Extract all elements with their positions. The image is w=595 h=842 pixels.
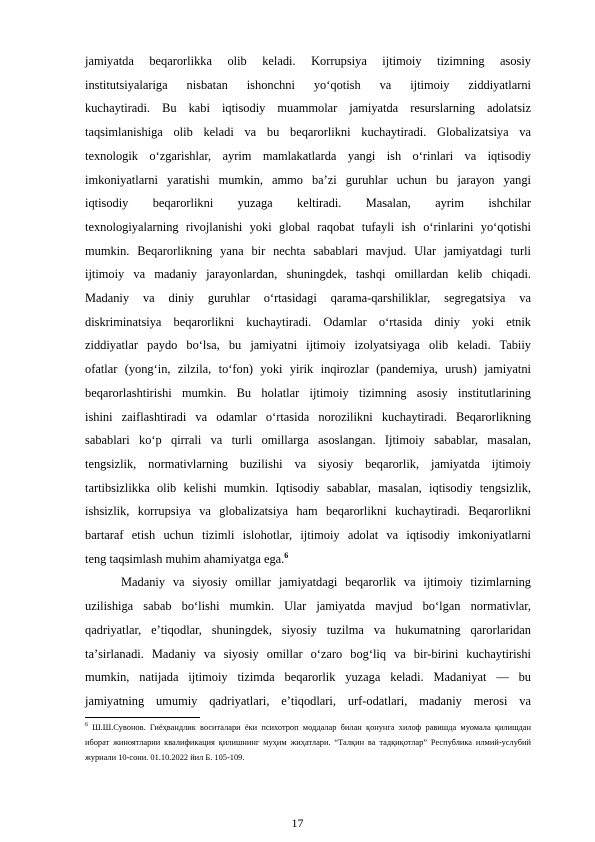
- paragraph-2: [85, 571, 531, 713]
- text-line: jamiyatda beqarorlikka olib keladi. Korrupsiya ijtimoiy tizimning asosiy: [85, 54, 531, 68]
- text-line: beqarorlashtirishi mumkin. Bu holatlar ijtimoiy tizimning asosiy institutlarining: [85, 385, 531, 400]
- text-line: mumkin. Beqarorlikning yana bir nechta sabablari mavjud. Ular jamiyatdagi turli: [85, 243, 531, 258]
- text-line: taqsimlanishiga olib keladi va bu beqarorlikni kuchaytiradi. Globalizatsiya va: [85, 125, 531, 140]
- paragraph-1: [85, 50, 531, 571]
- text-line: bartaraf etish uchun tizimli islohotlar, ijtimoiy adolat va iqtisodiy imkoniyatlarni: [85, 528, 531, 543]
- text-line: ishini zaiflashtiradi va odamlar oʻrtasida norozilikni kuchaytiradi. Beqarorlikning: [85, 409, 531, 424]
- text-line: ijtimoiy va madaniy jarayonlardan, shuningdek, tashqi omillardan kelib chiqadi.: [85, 267, 531, 282]
- text-line: kuchaytiradi. Bu kabi iqtisodiy muammolar jamiyatda resurslarning adolatsiz: [85, 101, 531, 116]
- footnote-reference[interactable]: 6: [284, 550, 289, 560]
- text-line: tengsizlik, normativlarning buzilishi va siyosiy beqarorlik, jamiyatda ijtimoiy: [85, 456, 531, 471]
- text-line: Madaniy va diniy guruhlar oʻrtasidagi qarama-qarshiliklar, segregatsiya va: [85, 291, 531, 306]
- text-line: sabablari koʻp qirrali va turli omillarga asoslangan. Ijtimoiy sabablar, masalan,: [85, 433, 531, 448]
- page-number: 17: [291, 816, 304, 830]
- text-line: uzilishiga sabab boʻlishi mumkin. Ular jamiyatda mavjud boʻlgan normativlar,: [85, 599, 531, 614]
- text-line: tartibsizlikka olib kelishi mumkin. Iqtisodiy sabablar, masalan, iqtisodiy tengsizlik,: [85, 480, 531, 495]
- footnote-number: 6: [85, 721, 88, 728]
- document-page: [85, 50, 531, 765]
- text-line-content: teng taqsimlash muhim ahamiyatga ega.: [85, 551, 285, 566]
- footnote: [85, 720, 531, 765]
- text-line: Madaniy va siyosiy omillar jamiyatdagi beqarorlik va ijtimoiy tizimlarning: [121, 575, 531, 590]
- text-line: taʼsirlanadi. Madaniy va siyosiy omillar oʻzaro bogʻliq va bir-birini kuchaytirishi: [85, 646, 531, 661]
- footnote-separator: [85, 717, 200, 718]
- text-line: imkoniyatlarni yaratishi mumkin, ammo baʼzi guruhlar uchun bu jarayon yangi: [85, 172, 531, 187]
- text-line: mumkin, natijada ijtimoiy tizimda beqarorlik yuzaga keladi. Madaniyat — bu: [85, 670, 531, 685]
- body-text: [85, 50, 531, 714]
- text-line: [85, 548, 531, 572]
- text-line: qadriyatlar, eʼtiqodlar, shuningdek, siyosiy tuzilma va hukumatning qarorlaridan: [85, 622, 531, 637]
- text-line: texnologiyalarning rivojlanishi yoki global raqobat tufayli ish oʻrinlarini yoʻqotishi: [85, 219, 531, 234]
- text-line: jamiyatning umumiy qadriyatlari, eʼtiqodlari, urf-odatlari, madaniy merosi va: [85, 693, 531, 708]
- text-line: institutsiyalariga nisbatan ishonchni yoʻqotish va ijtimoiy ziddiyatlarni: [85, 77, 531, 92]
- text-line: ishsizlik, korrupsiya va globalizatsiya ham beqarorlikni kuchaytiradi. Beqarorlikni: [85, 504, 531, 519]
- text-line: ofatlar (yongʻin, zilzila, toʻfon) yoki yirik inqirozlar (pandemiya, urush) jamiyatni: [85, 362, 531, 377]
- text-line: diskriminatsiya beqarorlikni kuchaytiradi. Odamlar oʻrtasida diniy yoki etnik: [85, 314, 531, 329]
- text-line: iqtisodiy beqarorlikni yuzaga keltiradi. Masalan, ayrim ishchilar: [85, 196, 531, 211]
- text-line: texnologik oʻzgarishlar, ayrim mamlakatlarda yangi ish oʻrinlari va iqtisodiy: [85, 148, 531, 163]
- footnote-text: Ш.Ш.Сувонов. Гиёҳвандлик воситалари ёки психотроп моддалар билан қонунга хилоф равишда муомала қилишдан иборат жиноятларни квалификация қилишнинг муҳим жиҳатлари. “Талқин ва тадқиқотлар” Республика илмий-услубий журнали 10-сони. 01.10.2022 йил Б. 105-109.: [85, 722, 532, 762]
- text-line: ziddiyatlar paydo boʻlsa, bu jamiyatni ijtimoiy izolyatsiyaga olib keladi. Tabiiy: [85, 338, 531, 353]
